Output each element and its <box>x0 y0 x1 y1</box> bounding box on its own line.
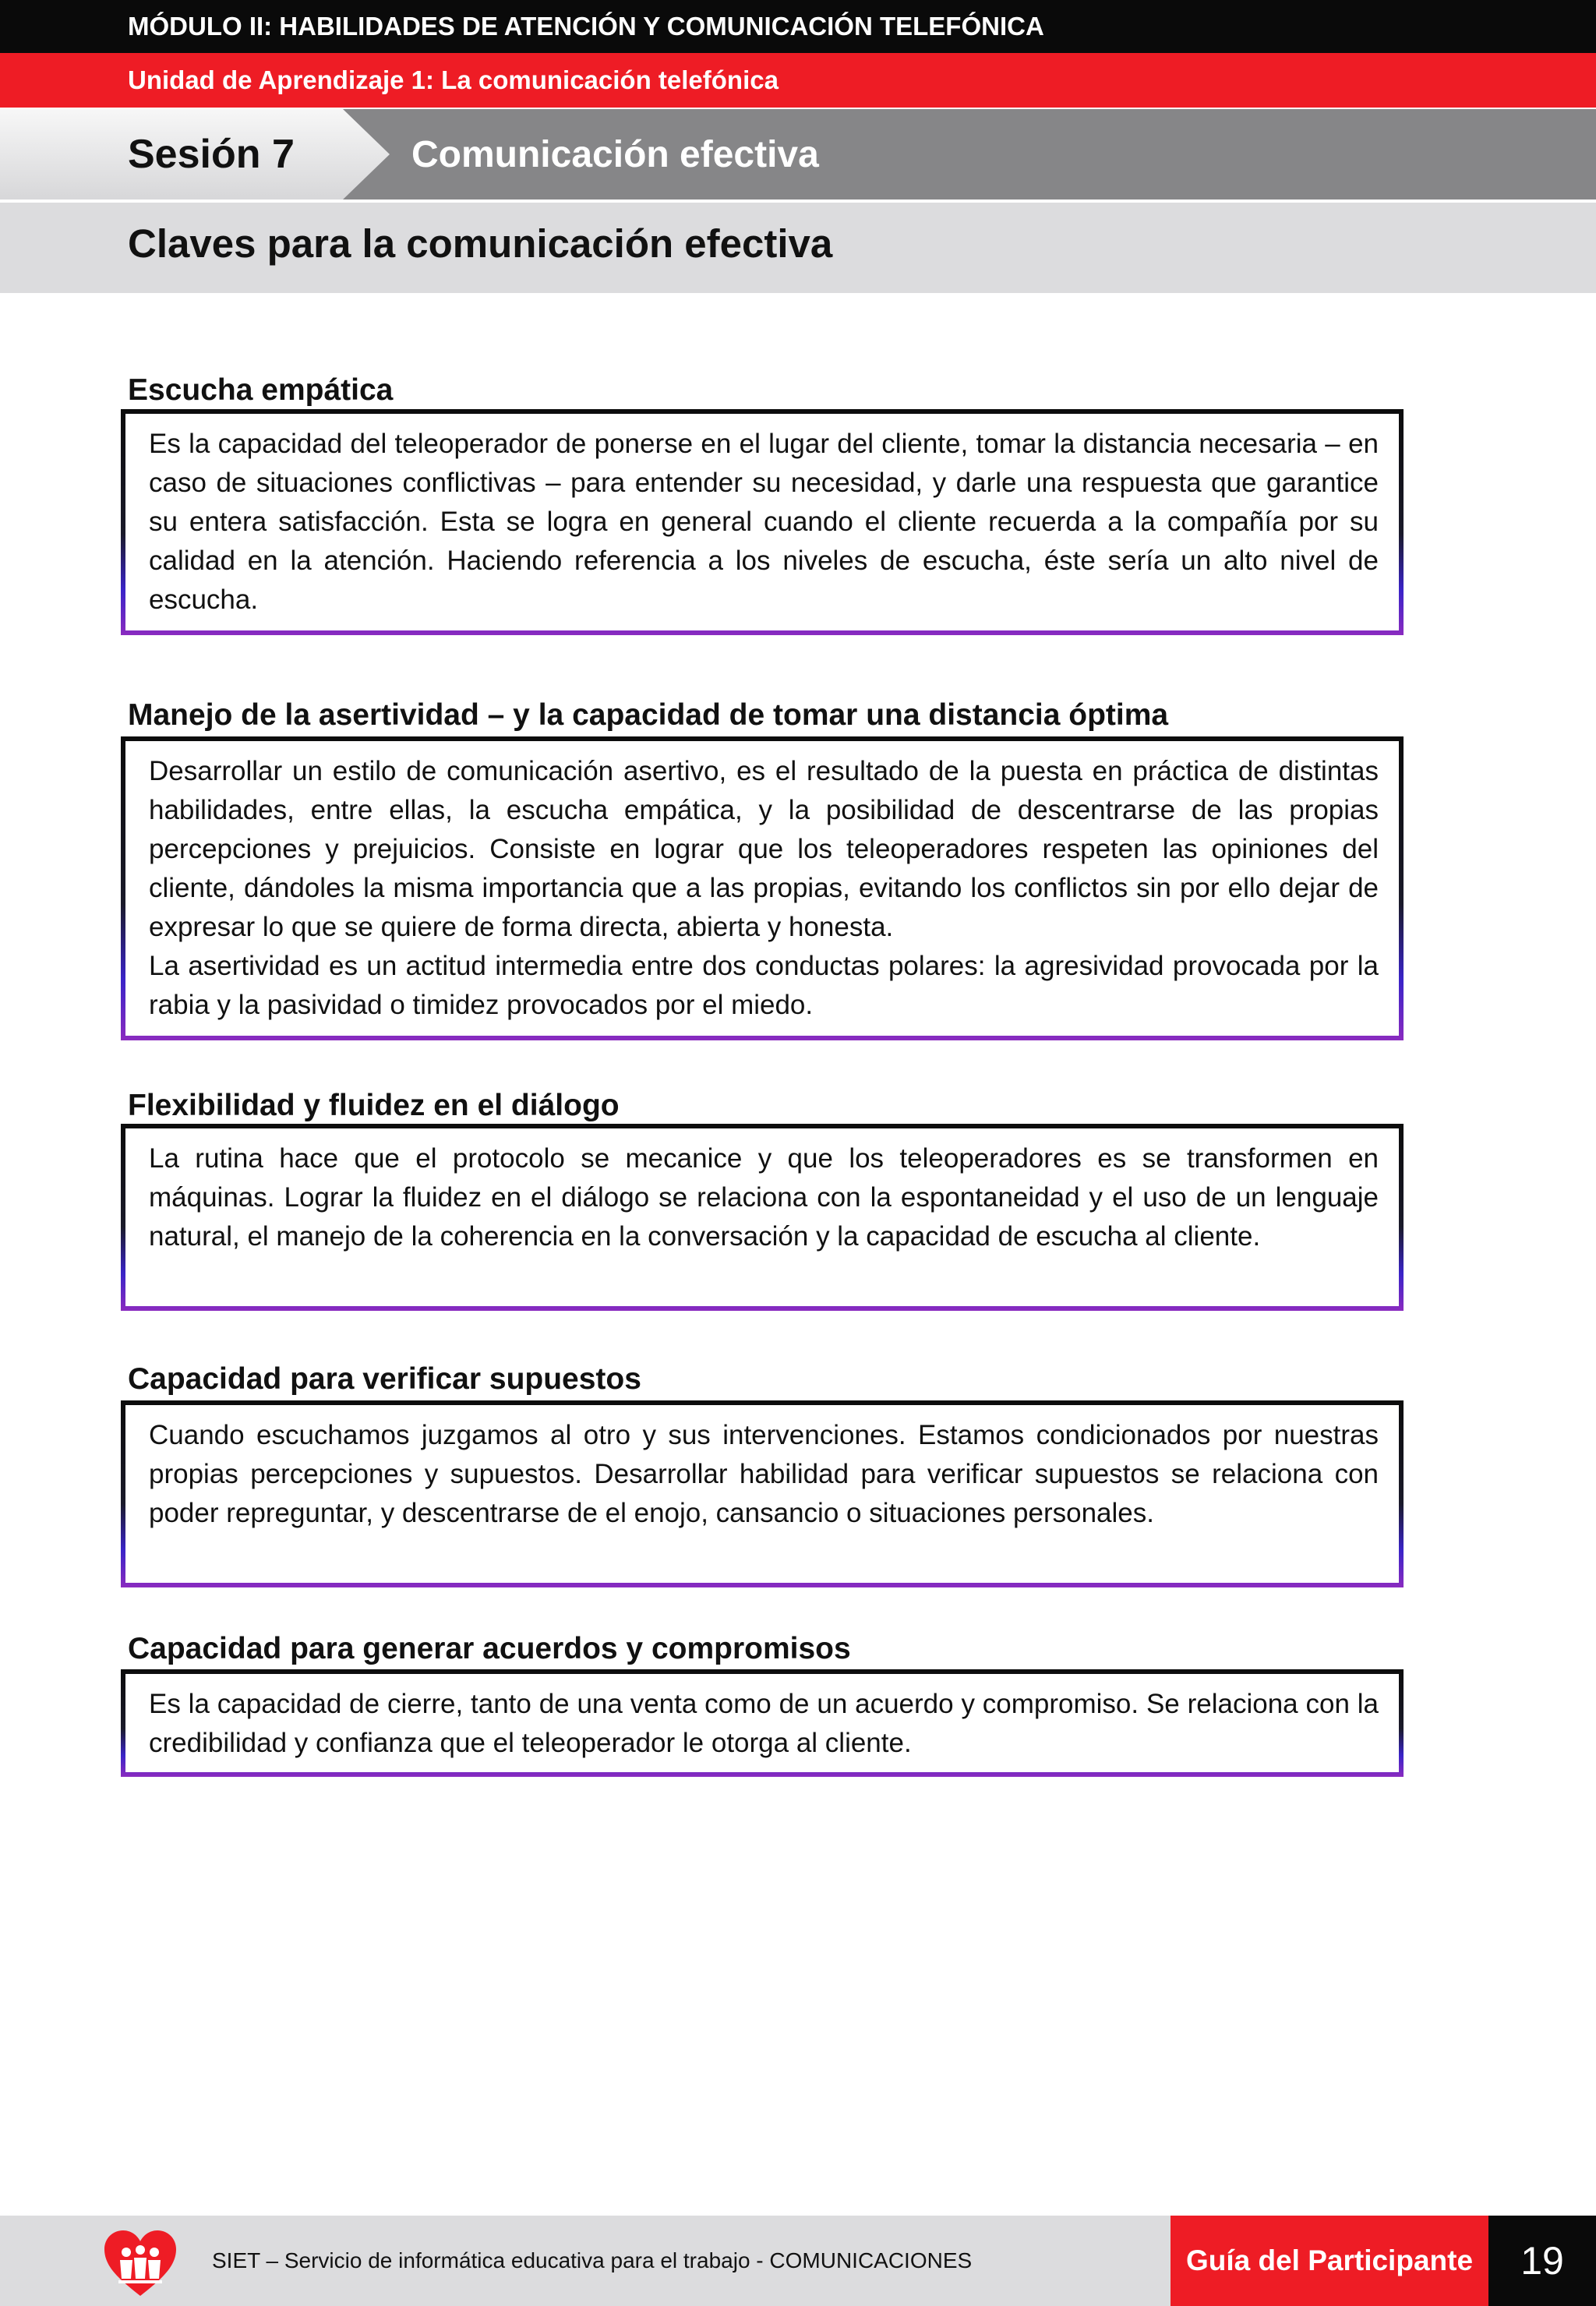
unit-title: Unidad de Aprendizaje 1: La comunicación telefónica <box>0 53 1596 108</box>
block-box-verificar-supuestos <box>121 1400 1404 1587</box>
block-text: Cuando escuchamos juzgamos al otro y sus intervenciones. Estamos condicionados por nuestras propias percepciones y supuestos. Desarrollar habilidad para verificar supuestos se relaciona con poder repreguntar, y descentrarse de el enojo, cansancio o situaciones personales. <box>149 1420 1379 1528</box>
page-title: Claves para la comunicación efectiva <box>128 221 833 266</box>
block-text: La rutina hace que el protocolo se mecanice y que los teleoperadores es se transformen en máquinas. Lograr la fluidez en el diálogo se relaciona con la espontaneidad y el uso de un lenguaje natural, el manejo de la coherencia en la conversación y la capacidad de escucha al cliente. <box>149 1143 1379 1252</box>
module-title: MÓDULO II: HABILIDADES DE ATENCIÓN Y COMUNICACIÓN TELEFÓNICA <box>0 0 1596 53</box>
footer-organization: SIET – Servicio de informática educativa para el trabajo - COMUNICACIONES <box>212 2248 973 2272</box>
block-text-2: La asertividad es un actitud intermedia entre dos conductas polares: la agresividad provocada por la rabia y la pasividad o timidez provocados por el miedo. <box>149 951 1379 1020</box>
page-number: 19 <box>1488 2216 1596 2306</box>
guide-label: Guía del Participante <box>1171 2216 1488 2306</box>
heart-children-logo-icon <box>103 2229 178 2299</box>
block-box-escucha-empatica <box>121 409 1404 635</box>
block-heading-flexibilidad: Flexibilidad y fluidez en el diálogo <box>128 1089 620 1122</box>
session-header <box>0 109 1596 203</box>
block-text: Es la capacidad de cierre, tanto de una venta como de un acuerdo y compromiso. Se relaciona con la credibilidad y confianza que el teleoperador le otorga al cliente. <box>149 1689 1379 1758</box>
block-box-flexibilidad <box>121 1124 1404 1311</box>
block-text: Es la capacidad del teleoperador de ponerse en el lugar del cliente, tomar la distancia necesaria – en caso de situaciones conflictivas – para entender su necesidad, y darle una respuesta que garantice su entera satisfacción. Esta se logra en general cuando el cliente recuerda a la compañía por su calidad en la atención. Haciendo referencia a los niveles de escucha, éste sería un alto nivel de escucha. <box>149 429 1379 615</box>
block-heading-verificar-supuestos: Capacidad para verificar supuestos <box>128 1362 641 1396</box>
session-label: Sesión 7 <box>128 132 295 177</box>
block-box-asertividad <box>121 736 1404 1040</box>
block-heading-escucha-empatica: Escucha empática <box>128 373 394 407</box>
block-text: Desarrollar un estilo de comunicación asertivo, es el resultado de la puesta en práctica de distintas habilidades, entre ellas, la escucha empática, y la posibilidad de descentrarse de las propias percepciones y prejuicios. Consiste en lograr que los teleoperadores respeten las opiniones del cliente, dándoles la misma importancia que a las propias, evitando los conflictos sin por ello dejar de expresar lo que se quiere de forma directa, abierta y honesta. <box>149 756 1379 942</box>
block-heading-acuerdos: Capacidad para generar acuerdos y compromisos <box>128 1632 851 1665</box>
session-title: Comunicación efectiva <box>411 133 819 175</box>
block-box-acuerdos <box>121 1669 1404 1777</box>
block-heading-asertividad: Manejo de la asertividad – y la capacidad de tomar una distancia óptima <box>128 698 1169 732</box>
